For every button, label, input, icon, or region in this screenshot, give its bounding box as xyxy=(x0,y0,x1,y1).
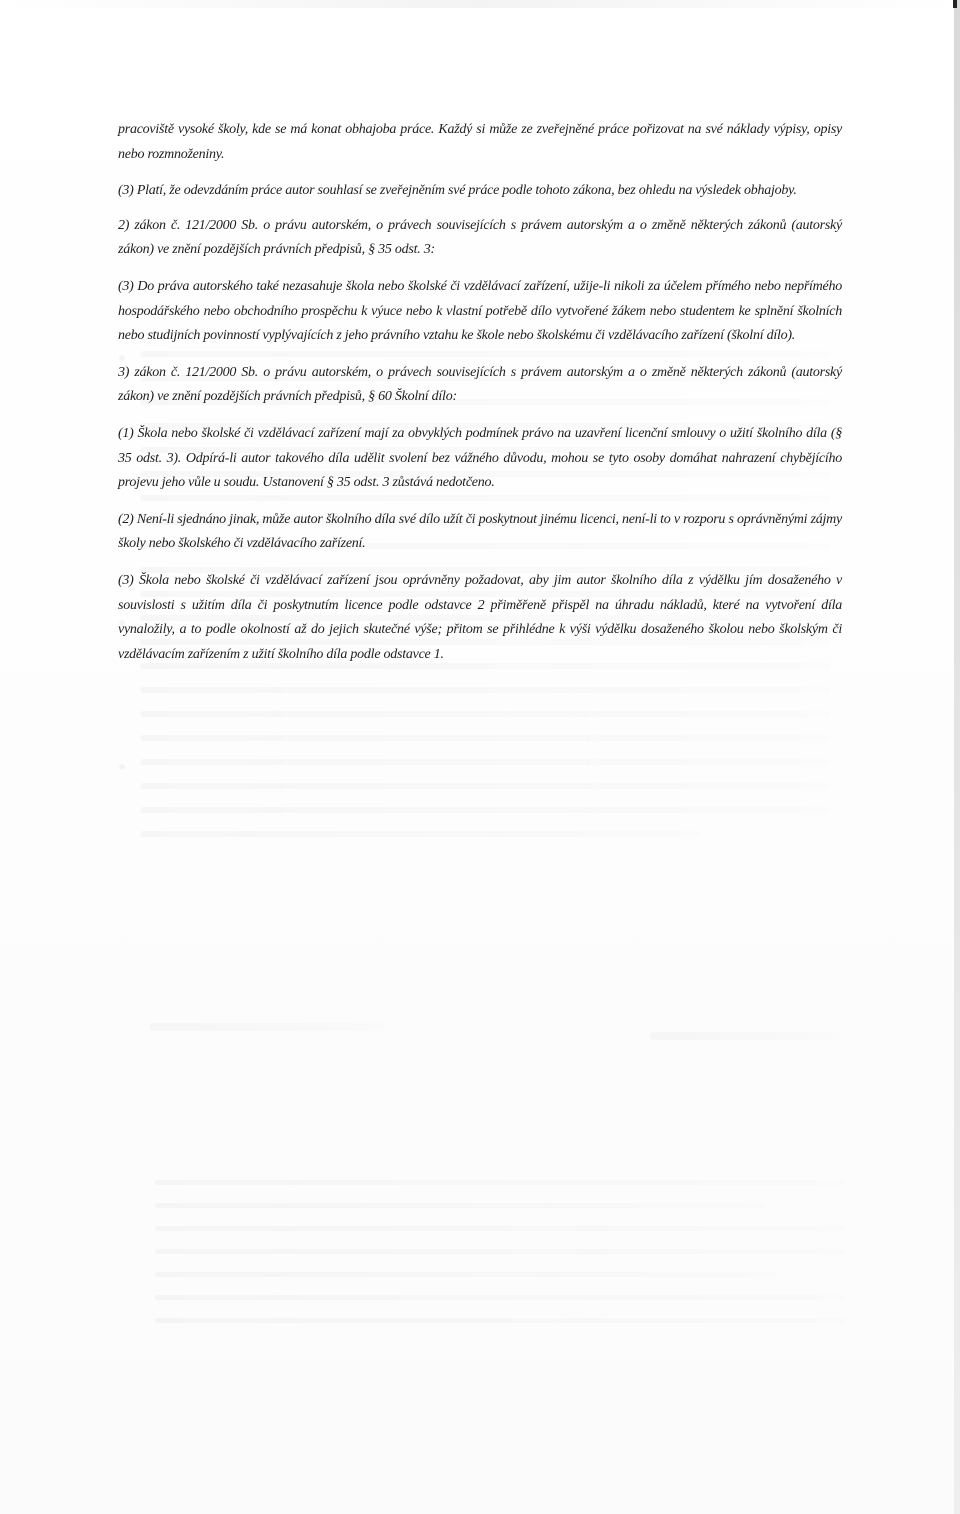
bleed-through-footnote-line xyxy=(155,1226,845,1231)
bleed-through-footnote-line xyxy=(155,1295,845,1300)
document-paragraph-1: pracoviště vysoké školy, kde se má konat obhajoba práce. Každý si může ze zveřejněné práce pořizovat na své náklady výpisy, opisy nebo rozmnoženiny. xyxy=(118,122,842,162)
document-paragraph-5: 3) zákon č. 121/2000 Sb. o právu autorském, o právech souvisejících s právem autorským a o změně některých zákonů (autorský zákon) ve znění pozdějších právních předpisů, § 60 Školní dílo: xyxy=(118,364,842,405)
bleed-through-line xyxy=(140,735,830,741)
document-paragraph-6: (1) Škola nebo školské či vzdělávací zařízení mají za obvyklých podmínek právo na uzavření licenční smlouvy o užití školního díla (§ 35 odst. 3). Odpírá-li autor takového díla udělit svolení bez vážného důvodu, mohou se tyto osoby domáhat nahrazení chybějícího projevu jeho vůle u soudu. Ustanovení § 35 odst. 3 zůstává nedotčeno. xyxy=(118,425,842,491)
scan-corner-mark xyxy=(953,0,957,8)
bleed-through-footnote-line xyxy=(155,1272,775,1277)
bleed-through-footnote-line xyxy=(155,1180,845,1185)
bleed-through-signature-line xyxy=(150,1023,385,1031)
document-paragraph-7: (2) Není-li sjednáno jinak, může autor školního díla své dílo užít či poskytnout jinému licenci, není-li to v rozporu s oprávněnými zájmy školy nebo školského či vzdělávacího zařízení. xyxy=(118,511,842,552)
bleed-through-bullet xyxy=(119,764,125,770)
bleed-through-line xyxy=(140,759,830,765)
document-paragraph-3: 2) zákon č. 121/2000 Sb. o právu autorském, o právech souvisejících s právem autorským a o změně některých zákonů (autorský zákon) ve znění pozdějších právních předpisů, § 35 odst. 3: xyxy=(118,217,842,258)
bleed-through-signature-line xyxy=(650,1032,840,1040)
bleed-through-line xyxy=(140,783,830,789)
bleed-through-line xyxy=(140,831,700,837)
bleed-through-footnote-line xyxy=(155,1203,765,1208)
document-paragraph-8: (3) Škola nebo školské či vzdělávací zařízení jsou oprávněny požadovat, aby jim autor školního díla z výdělku jím dosaženého v souvislosti s užitím díla či poskytnutím licence podle odstavce 2 přiměřeně přispěl na úhradu nákladů, které na vytvoření díla vynaložily, a to podle okolností až do jejich skutečné výše; přitom se přihlédne k výši výdělku dosaženého školou nebo školským či vzdělávacím zařízením z užití školního díla podle odstavce 1. xyxy=(118,572,842,662)
bleed-through-line xyxy=(140,807,830,813)
document-paragraph-4: (3) Do práva autorského také nezasahuje škola nebo školské či vzdělávací zařízení, užije-li nikoli za účelem přímého nebo nepřímého hospodářského nebo obchodního prospěchu k výuce nebo k vlastní potřebě dílo vytvořené žákem nebo studentem ke splnění školních nebo studijních povinností vyplývajících z jeho právního vztahu ke škole nebo školskému či vzdělávacího zařízení (školní dílo). xyxy=(118,278,842,344)
right-page-edge xyxy=(954,0,960,1514)
bleed-through-line xyxy=(140,687,830,693)
bleed-through-footnote-line xyxy=(155,1249,845,1254)
bleed-through-line xyxy=(140,711,830,717)
document-paragraph-2: (3) Platí, že odevzdáním práce autor souhlasí se zveřejněním své práce podle tohoto zákona, bez ohledu na výsledek obhajoby. xyxy=(118,183,797,199)
top-page-edge xyxy=(0,0,960,8)
legal-text-body xyxy=(118,118,842,679)
bleed-through-footnote-line xyxy=(155,1318,845,1323)
